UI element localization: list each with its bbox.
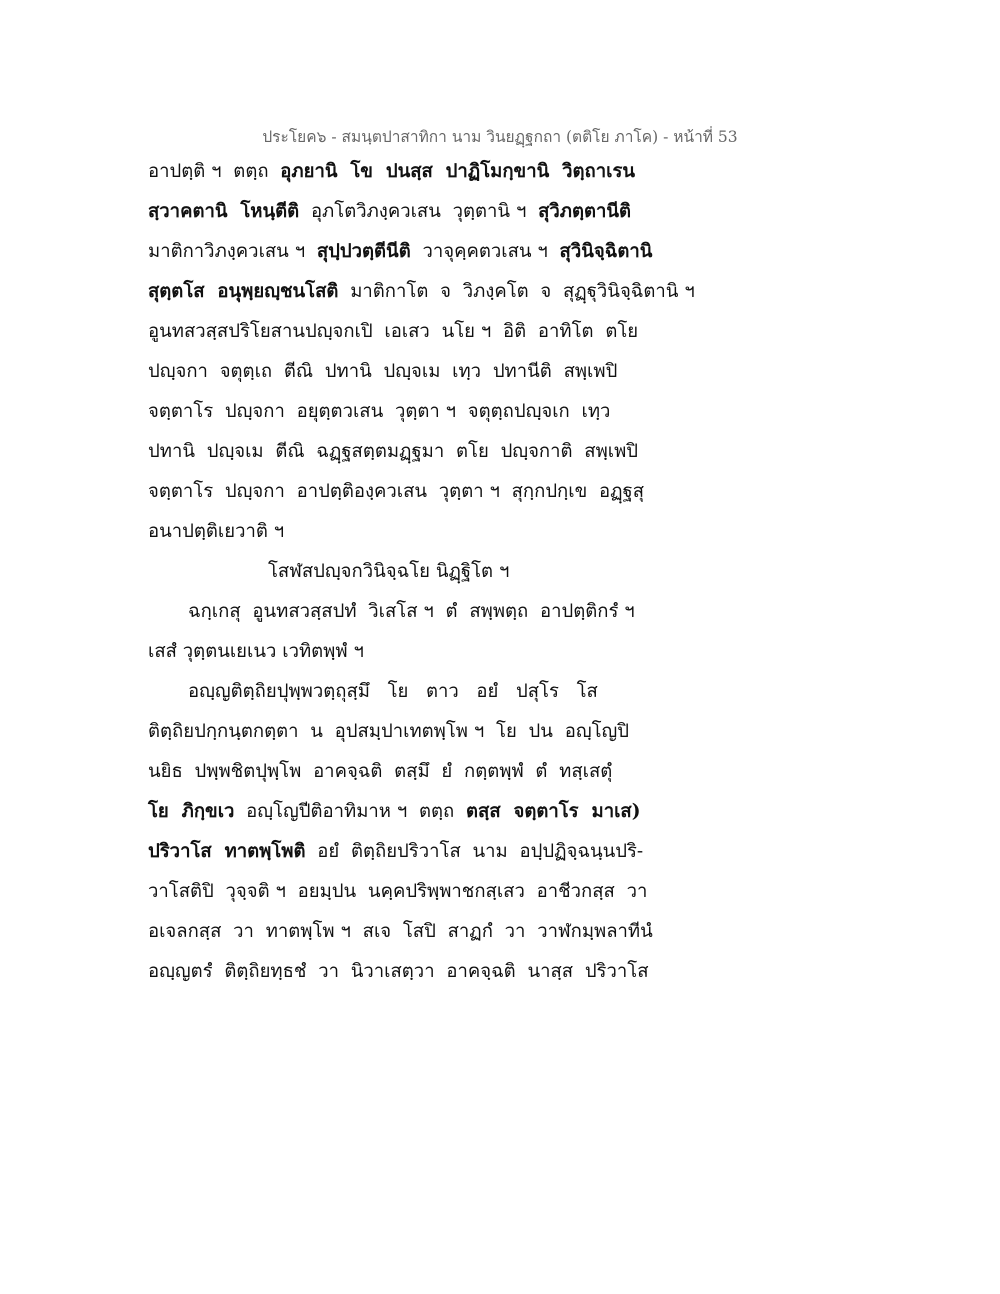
text-segment: วาโสติปิ วุจฺจติ ฯ อยมฺปน นคฺคปริพฺพาชกสฺเสว อาชีวกสฺส วา <box>148 881 648 902</box>
text-segment: อาปตฺติ ฯ ตตฺถ <box>148 161 281 182</box>
text-segment: จตฺตาโร ปญฺจกา อยุตฺตวเสน วุตฺตา ฯ จตุตฺถปญฺจเก เทฺว <box>148 401 611 422</box>
text-segment: อญฺโญปีติอาทิมาห ฯ ตตฺถ <box>234 801 467 822</box>
section-heading: โสฬสปญฺจกวินิจฺฉโย นิฏฺฐิโต ฯ <box>268 561 510 582</box>
bold-text-segment: สุวินิจฺฉิตานิ <box>559 241 653 262</box>
text-line <box>148 512 668 552</box>
text-segment: มาติกาวิภงฺควเสน ฯ <box>148 241 317 262</box>
bold-text-segment: สุปฺปวตฺตีนีติ <box>316 241 411 262</box>
text-segment: อยํ ติตฺถิยปริวาโส นาม อปฺปฏิจฺฉนฺนปริ- <box>305 841 644 862</box>
text-line <box>148 392 668 432</box>
text-line <box>148 592 668 632</box>
text-line <box>148 152 668 192</box>
text-line <box>148 232 668 272</box>
text-line <box>148 472 668 512</box>
bold-text-segment: สุวิภตฺตานีติ <box>538 201 632 222</box>
text-line <box>148 952 668 992</box>
text-segment: อเจลกสฺส วา ทาตพฺโพ ฯ สเจ โสปิ สาฏกํ วา วาฬกมฺพลาทีนํ <box>148 921 653 942</box>
body-text <box>148 152 695 992</box>
bold-text-segment: สฺวาคตานิ โหนฺตีติ <box>148 201 300 222</box>
text-line <box>148 352 668 392</box>
text-line <box>148 632 668 672</box>
text-line <box>148 312 668 352</box>
bold-text-segment: สุตฺตโส อนุพฺยญฺชนโสติ <box>148 281 339 302</box>
text-segment: ฉกฺเกสุ อูนทสวสฺสปทํ วิเสโส ฯ ตํ สพฺพตฺถ อาปตฺติกรํ ฯ <box>188 601 635 622</box>
bold-text-segment: ปริวาโส ทาตพฺโพติ <box>148 841 306 862</box>
bold-text-segment: ตสฺส จตฺตาโร มาเส) <box>466 801 641 822</box>
text-segment: ติตฺถิยปกฺกนฺตกตฺตา น อุปสมฺปาเทตพฺโพ ฯ โย ปน อญฺโญปิ <box>148 721 630 742</box>
text-segment: เสสํ วุตฺตนเยเนว เวทิตพฺพํ ฯ <box>148 641 364 662</box>
page-header-text: ประโยค๖ - สมนฺตปาสาทิกา นาม วินยฏฺฐกถา (ตติโย ภาโค) - หน้าที่ 53 <box>262 128 738 146</box>
text-line <box>148 872 668 912</box>
text-line <box>148 712 668 752</box>
text-segment: อุภโตวิภงฺควเสน วุตฺตานิ ฯ <box>299 201 539 222</box>
text-line <box>148 752 668 792</box>
text-line <box>148 832 668 872</box>
text-segment: อญฺญติตฺถิยปุพฺพวตฺถุสฺมึ โย ตาว อยํ ปสุโร โส <box>188 681 598 702</box>
page-header <box>0 124 1000 149</box>
text-line <box>148 432 668 472</box>
text-segment: ปญฺจกา จตุตฺเถ ตีณิ ปทานิ ปญฺจเม เทฺว ปทานีติ สพฺเพปิ <box>148 361 618 382</box>
text-segment: นยิธ ปพฺพชิตปุพฺโพ อาคจฺฉติ ตสฺมึ ยํ กตฺตพฺพํ ตํ ทสฺเสตุํ <box>148 761 613 782</box>
text-line <box>148 912 668 952</box>
bold-text-segment: โย ภิกฺขเว <box>148 801 235 822</box>
text-segment: มาติกาโต จ วิภงฺคโต จ สุฏฺฐุวินิจฺฉิตานิ ฯ <box>338 281 695 302</box>
text-line <box>148 672 668 712</box>
text-segment: วาจุคฺคตวเสน ฯ <box>410 241 560 262</box>
text-segment: ปทานิ ปญฺจเม ตีณิ ฉฏฺฐสตฺตมฏฺฐมา ตโย ปญฺจกาติ สพฺเพปิ <box>148 441 639 462</box>
text-segment: จตฺตาโร ปญฺจกา อาปตฺติองฺควเสน วุตฺตา ฯ สุกฺกปกฺเข อฏฺฐสุ <box>148 481 645 502</box>
text-segment: อูนทสวสฺสปริโยสานปญฺจกเปิ เอเสว นโย ฯ อิติ อาทิโต ตโย <box>148 321 639 342</box>
text-segment: อญฺญตรํ ติตฺถิยทฺธชํ วา นิวาเสตฺวา อาคจฺฉติ นาสฺส ปริวาโส <box>148 961 649 982</box>
text-line <box>148 272 695 312</box>
text-line <box>148 792 668 832</box>
text-segment: อนาปตฺติเยวาติ ฯ <box>148 521 285 542</box>
bold-text-segment: อุภยานิ โข ปนสฺส ปาฏิโมกฺขานิ วิตฺถาเรน <box>280 161 636 182</box>
text-line <box>148 192 668 232</box>
